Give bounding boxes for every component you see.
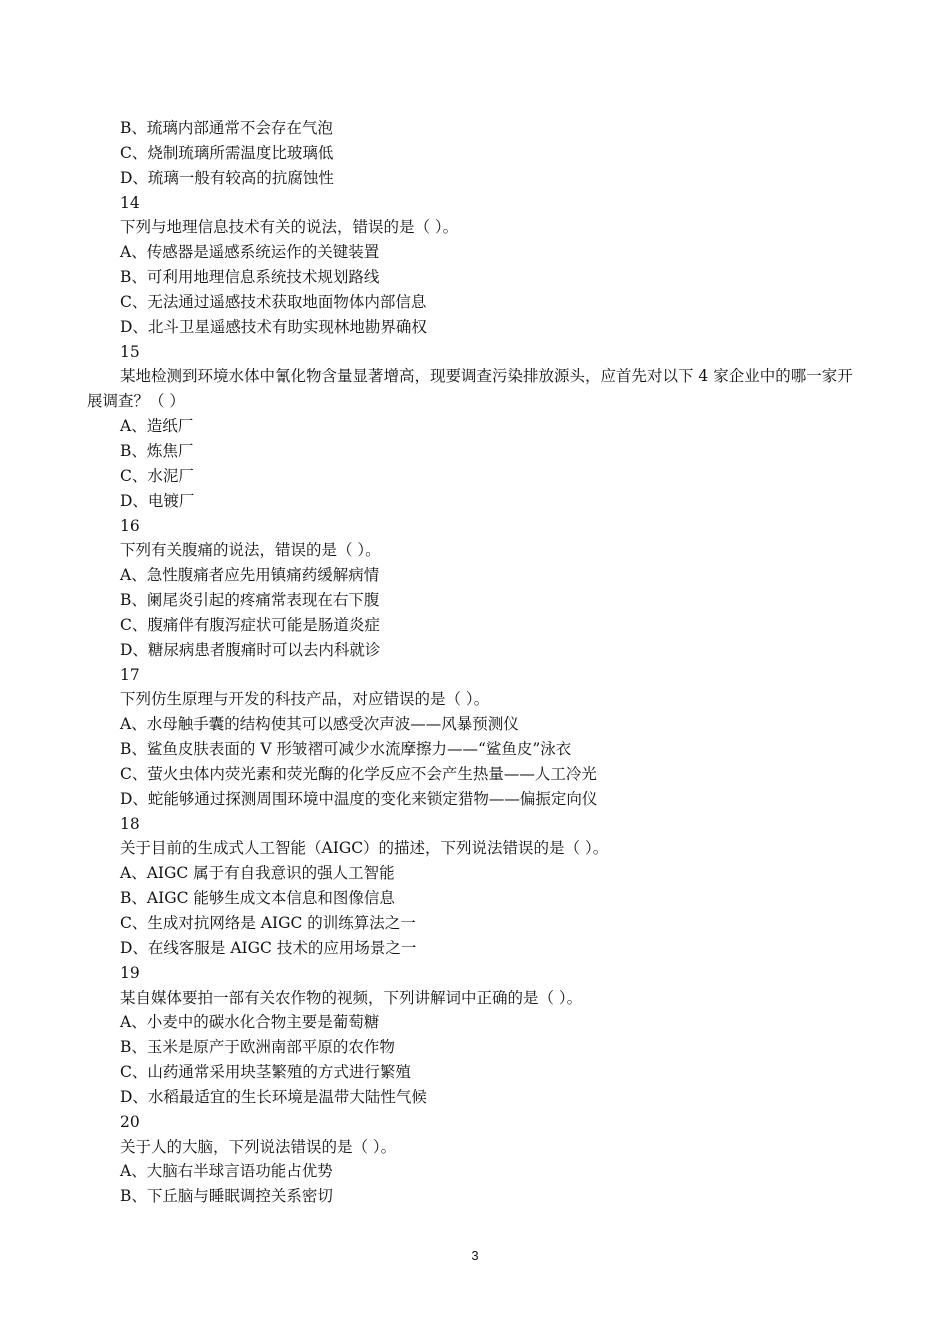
question-stem-18: 关于目前的生成式人工智能（AIGC）的描述，下列说法错误的是（ ）。 [120, 839, 609, 858]
option-b-q14: B、可利用地理信息系统技术规划路线 [120, 268, 380, 287]
option-b-q19: B、玉米是原产于欧洲南部平原的农作物 [120, 1038, 395, 1057]
option-d-q16: D、糖尿病患者腹痛时可以去内科就诊 [120, 640, 381, 659]
option-b-q17: B、鲨鱼皮肤表面的 V 形皱褶可减少水流摩擦力——“鲨鱼皮”泳衣 [120, 740, 572, 759]
option-b-q20: B、下丘脑与睡眠调控关系密切 [120, 1187, 333, 1206]
option-b-q13: B、琉璃内部通常不会存在气泡 [120, 119, 333, 137]
question-number-15: 15 [120, 342, 140, 361]
option-a-q20: A、大脑右半球言语功能占优势 [120, 1162, 333, 1181]
question-stem-17: 下列仿生原理与开发的科技产品，对应错误的是（ ）。 [120, 690, 490, 709]
question-number-19: 19 [120, 963, 140, 982]
question-stem-14: 下列与地理信息技术有关的说法，错误的是（ ）。 [120, 218, 459, 237]
question-stem-15: 某地检测到环境水体中氰化物含量显著增高，现要调查污染排放源头，应首先对以下 4 家企业中的哪一家开展调查？（ ） [87, 367, 853, 411]
option-c-q15: C、水泥厂 [120, 466, 194, 485]
option-d-q17: D、蛇能够通过探测周围环境中温度的变化来锁定猎物——偏振定向仪 [120, 789, 598, 808]
option-c-q19: C、山药通常采用块茎繁殖的方式进行繁殖 [120, 1063, 411, 1082]
question-number-17: 17 [120, 665, 140, 684]
option-d-q14: D、北斗卫星遥感技术有助实现林地勘界确权 [120, 317, 427, 336]
option-a-q16: A、急性腹痛者应先用镇痛药缓解病情 [120, 566, 380, 585]
option-d-q15: D、电镀厂 [120, 491, 195, 510]
question-number-18: 18 [120, 814, 140, 833]
option-b-q16: B、阑尾炎引起的疼痛常表现在右下腹 [120, 591, 380, 610]
option-c-q18: C、生成对抗网络是 AIGC 的训练算法之一 [120, 914, 416, 932]
option-c-q16: C、腹痛伴有腹泻症状可能是肠道炎症 [120, 615, 380, 634]
option-a-q19: A、小麦中的碳水化合物主要是葡萄糖 [120, 1013, 380, 1032]
question-stem-19: 某自媒体要拍一部有关农作物的视频，下列讲解词中正确的是（ ）。 [120, 988, 583, 1007]
question-number-20: 20 [120, 1112, 140, 1131]
option-d-q18: D、在线客服是 AIGC 技术的应用场景之一 [120, 938, 417, 957]
option-c-q17: C、萤火虫体内荧光素和荧光酶的化学反应不会产生热量——人工冷光 [120, 764, 597, 783]
option-a-q15: A、造纸厂 [120, 417, 194, 436]
page-number: 3 [471, 1248, 479, 1263]
question-stem-16: 下列有关腹痛的说法，错误的是（ ）。 [120, 541, 381, 560]
question-number-16: 16 [120, 516, 140, 535]
option-c-q14: C、无法通过遥感技术获取地面物体内部信息 [120, 292, 427, 311]
question-stem-20: 关于人的大脑，下列说法错误的是（ ）。 [120, 1137, 397, 1156]
option-d-q19: D、水稻最适宜的生长环境是温带大陆性气候 [120, 1087, 427, 1106]
option-b-q18: B、AIGC 能够生成文本信息和图像信息 [120, 889, 395, 908]
question-number-14: 14 [120, 193, 140, 212]
option-a-q17: A、水母触手囊的结构使其可以感受次声波——风暴预测仪 [120, 715, 519, 734]
page-content [87, 116, 867, 1209]
option-a-q18: A、AIGC 属于有自我意识的强人工智能 [120, 864, 395, 883]
option-b-q15: B、炼焦厂 [120, 441, 194, 460]
option-c-q13: C、烧制琉璃所需温度比玻璃低 [120, 143, 334, 162]
option-a-q14: A、传感器是遥感系统运作的关键装置 [120, 243, 380, 262]
option-d-q13: D、琉璃一般有较高的抗腐蚀性 [120, 168, 334, 187]
